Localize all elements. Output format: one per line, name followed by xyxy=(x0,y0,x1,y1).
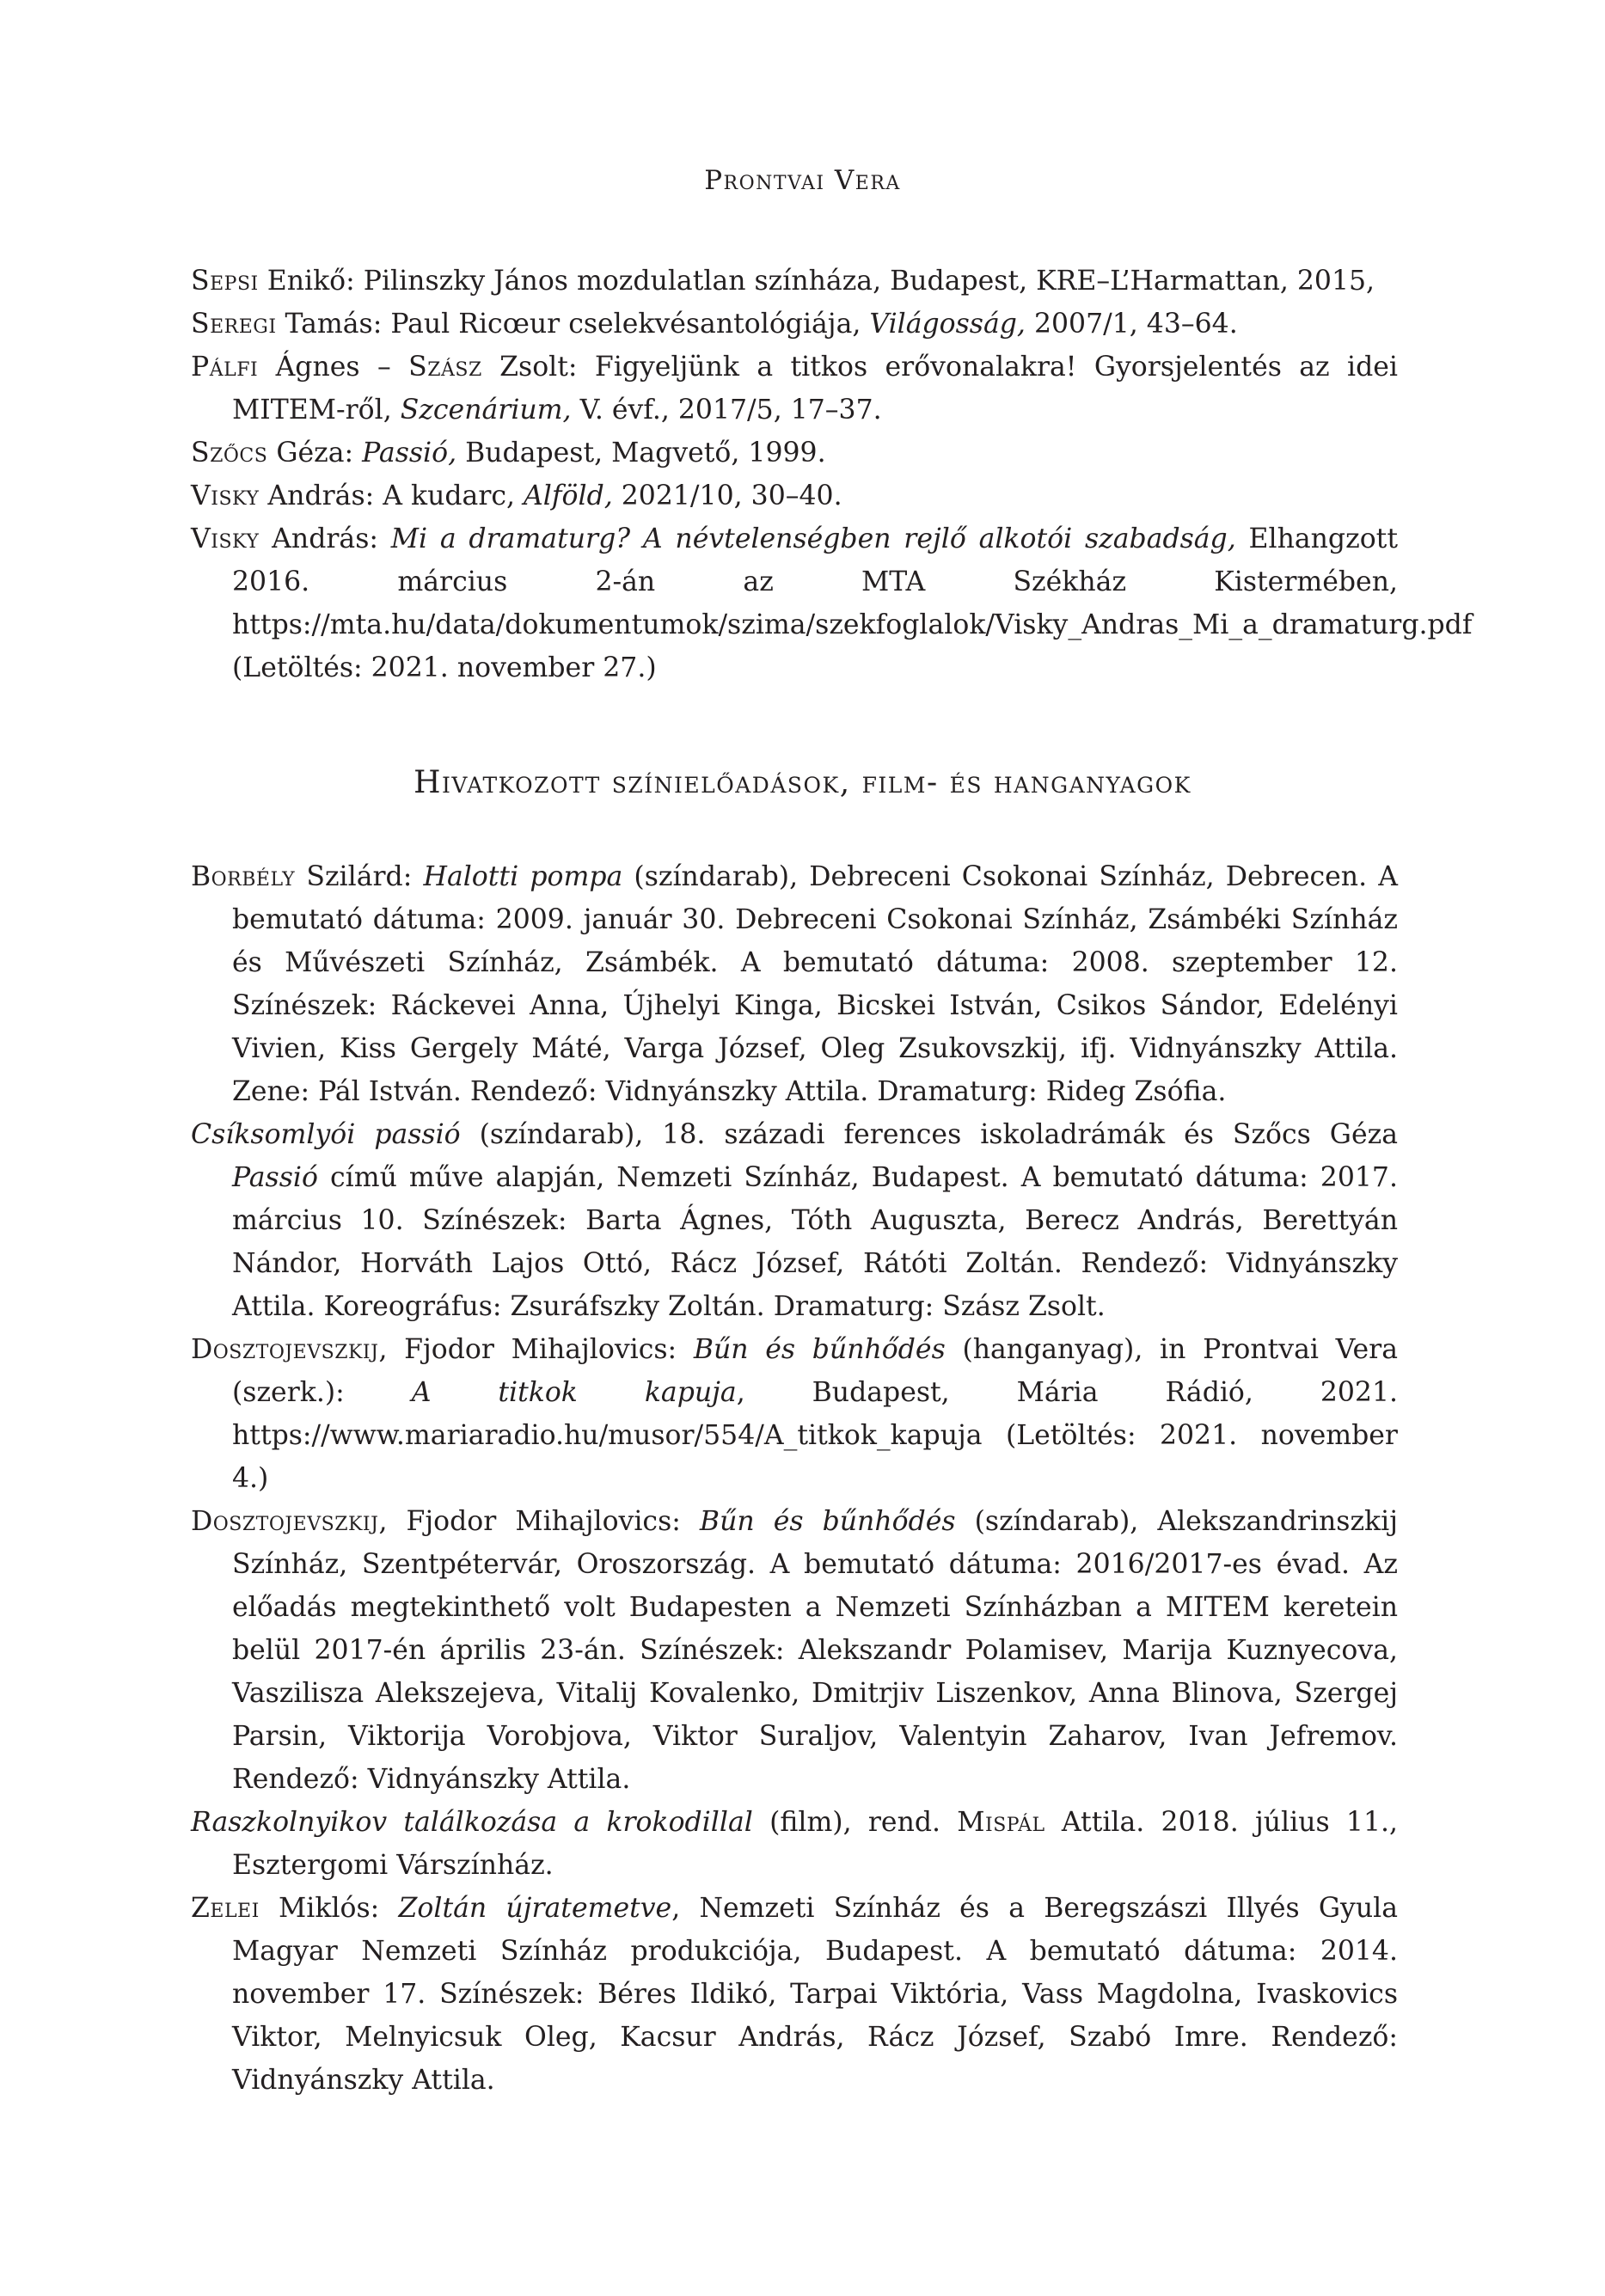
entry-text: , Budapest, Mária Rádió, 2021. https://www.mariaradio.hu/musor/554/A_titkok_kapuja (Letöltés: 2021. november 4.) xyxy=(232,1377,1399,1494)
performance-entry xyxy=(191,1113,1398,1328)
author-surname: Pálfi xyxy=(191,352,259,383)
entry-text: (színdarab), Alekszandrinszkij Színház, Szentpétervár, Oroszország. A bemutató dátuma: 2016/2017-es évad. Az előadás megtekinthető volt Budapesten a Nemzeti Színházban a MITEM keretein belül 2017-én április 23-án. Színészek: Alekszandr Polamisev, Marija Kuznyecova, Vaszilisza Alekszejeva, Vitalij Kovalenko, Dmitrjiv Liszenkov, Anna Blinova, Szergej Parsin, Viktorija Vorobjova, Viktor Suraljov, Valentyin Zaharov, Ivan Jefremov. Rendező: Vidnyánszky Attila. xyxy=(232,1506,1398,1795)
performance-entry xyxy=(191,1328,1398,1500)
reference-entry xyxy=(191,517,1473,689)
performance-list xyxy=(191,855,1398,2102)
performance-entry xyxy=(191,1887,1398,2102)
work-title: Csíksomlyói passió xyxy=(191,1119,461,1150)
book-title: Passió, xyxy=(362,438,457,468)
entry-text: (film), rend. xyxy=(752,1807,958,1838)
work-title: Raszkolnyikov találkozása a krokodillal xyxy=(191,1807,753,1838)
reference-text: Elhangzott 2016. március 2-án az MTA Székház Kistermében, https://mta.hu/data/dokumentumok/szima/szekfoglalok/Visky_Andras_Mi_a_dramaturg.pdf (Letöltés: 2021. november 27.) xyxy=(232,523,1473,683)
author-surname: Visky xyxy=(191,481,260,511)
work-title: Halotti pompa xyxy=(423,861,623,892)
reference-text: András: A kudarc, xyxy=(267,481,524,511)
author-surname: Visky xyxy=(191,523,260,554)
lecture-title: Mi a dramaturg? A névtelenségben rejlő alkotói szabadság, xyxy=(390,523,1236,554)
author-surname: Szőcs xyxy=(191,438,268,468)
entry-text: , Fjodor Mihajlovics: xyxy=(378,1506,700,1537)
entry-text: Attila. 2018. július 11., Esztergomi Várszínház. xyxy=(232,1807,1399,1881)
performance-entry xyxy=(191,855,1398,1113)
reference-text: Budapest, Magvető, 1999. xyxy=(456,438,826,468)
work-title: Zoltán újratemetve xyxy=(398,1893,672,1924)
work-title: Passió xyxy=(232,1162,318,1193)
entry-text: (hanganyag), in Prontvai Vera (szerk.): xyxy=(232,1334,1398,1408)
reference-text: Géza: xyxy=(276,438,363,468)
entry-text: Szilárd: xyxy=(306,861,424,892)
entry-text: , Fjodor Mihajlovics: xyxy=(378,1334,694,1365)
work-title: A titkok kapuja xyxy=(411,1377,737,1408)
work-title: Bűn és bűnhődés xyxy=(699,1506,956,1537)
author-surname: Dosztojevszkij xyxy=(191,1334,379,1365)
entry-text: (színdarab), 18. századi ferences iskoladrámák és Szőcs Géza xyxy=(460,1119,1398,1150)
reference-entry xyxy=(191,260,1398,303)
reference-text: 2021/10, 30–40. xyxy=(612,481,842,511)
performance-entry xyxy=(191,1801,1398,1887)
reference-text: V. évf., 2017/5, 17–37. xyxy=(571,395,882,426)
reference-text: Zsolt: Figyeljünk a titkos erővonalakra! Gyorsjelentés az idei MITEM-ről, xyxy=(232,352,1398,426)
journal-title: Szcenárium, xyxy=(400,395,572,426)
author-surname: Sepsi xyxy=(191,266,259,297)
author-surname: Szász xyxy=(408,352,482,383)
author-surname: Seregi xyxy=(191,309,277,340)
entry-text: , Nemzeti Színház és a Beregszászi Illyés Gyula Magyar Nemzeti Színház produkciója, Budapest. A bemutató dátuma: 2014. november 17. Színészek: Béres Ildikó, Tarpai Viktória, Vass Magdolna, Ivaskovics Viktor, Melnyicsuk Oleg, Kacsur András, Rácz József, Szabó Imre. Rendező: Vidnyánszky Attila. xyxy=(232,1893,1398,2096)
entry-text: (színdarab), Debreceni Csokonai Színház, Debrecen. A bemutató dátuma: 2009. január 30. Debreceni Csokonai Színház, Zsámbéki Színház és Művészeti Színház, Zsámbék. A bemutató dátuma: 2008. szeptember 12. Színészek: Ráckevei Anna, Újhelyi Kinga, Bicskei István, Csikos Sándor, Edelényi Vivien, Kiss Gergely Máté, Varga József, Oleg Zsukovszkij, ifj. Vidnyánszky Attila. Zene: Pál István. Rendező: Vidnyánszky Attila. Dramaturg: Rideg Zsófia. xyxy=(232,861,1399,1107)
performance-entry xyxy=(191,1500,1398,1801)
reference-text: Ágnes – xyxy=(275,352,409,383)
author-surname: Borbély xyxy=(191,861,296,892)
journal-title: Világosság, xyxy=(869,309,1026,340)
section-heading: Hivatkozott színielőadások, film- és hanganyagok xyxy=(414,765,1191,800)
reference-entry xyxy=(191,432,1398,475)
bibliography-list xyxy=(191,260,1473,689)
reference-text: 2007/1, 43–64. xyxy=(1025,309,1238,340)
reference-entry xyxy=(191,303,1398,346)
reference-entry xyxy=(191,346,1398,432)
journal-title: Alföld, xyxy=(524,481,613,511)
reference-entry xyxy=(191,475,1398,517)
author-surname: Zelei xyxy=(191,1893,260,1924)
author-surname: Dosztojevszkij xyxy=(191,1506,379,1537)
reference-text: András: xyxy=(272,523,391,554)
entry-text: című műve alapján, Nemzeti Színház, Budapest. A bemutató dátuma: 2017. március 10. Színészek: Barta Ágnes, Tóth Auguszta, Berecz András, Berettyán Nándor, Horváth Lajos Ottó, Rácz József, Rátóti Zoltán. Rendező: Vidnyánszky Attila. Koreográfus: Zsuráfszky Zoltán. Dramaturg: Szász Zsolt. xyxy=(232,1162,1398,1322)
author-surname: Mispál xyxy=(957,1807,1045,1838)
reference-text: Enikő: Pilinszky János mozdulatlan színháza, Budapest, KRE–L’Harmattan, 2015, xyxy=(266,266,1375,297)
work-title: Bűn és bűnhődés xyxy=(693,1334,946,1365)
entry-text: Miklós: xyxy=(259,1893,399,1924)
reference-text: Tamás: Paul Ricœur cselekvésantológiája, xyxy=(285,309,870,340)
running-head: Prontvai Vera xyxy=(704,165,901,196)
